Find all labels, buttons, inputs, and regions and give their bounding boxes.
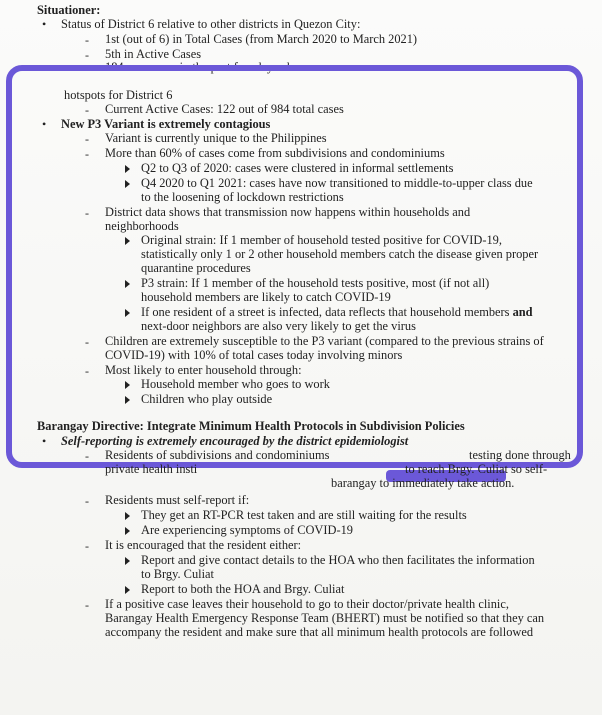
residents-line-2a: private health insti: [105, 462, 198, 476]
must-report: Residents must self-report if:: [105, 493, 250, 507]
self-reporting: Self-reporting is extremely encouraged by the district epidemiologist: [61, 434, 409, 448]
street-infection-2: next-door neighbors are also very likely to get the virus: [141, 319, 416, 333]
residents-line-1b: testing done through: [469, 448, 571, 462]
arrow-bullet-icon: [125, 180, 130, 188]
enter-work: Household member who goes to work: [141, 377, 330, 391]
hoa-report-2: to Brgy. Culiat: [141, 567, 214, 581]
status-intro: Status of District 6 relative to other districts in Quezon City:: [61, 17, 361, 31]
district-data-2: neighborhoods: [105, 219, 179, 233]
hoa-report-1: Report and give contact details to the HOA who then facilitates the information: [141, 553, 535, 567]
both-report: Report to both the HOA and Brgy. Culiat: [141, 582, 345, 596]
rtpcr-note: They get an RT-PCR test taken and are still waiting for the results: [141, 508, 467, 522]
bullet-dot: •: [42, 117, 47, 131]
street-emphasis: and: [512, 305, 533, 319]
dash-bullet: -: [85, 449, 89, 463]
original-strain-3: quarantine procedures: [141, 261, 251, 275]
dash-bullet: -: [85, 147, 89, 161]
variant-heading: New P3 Variant is extremely contagious: [61, 117, 271, 131]
dash-bullet: -: [85, 132, 89, 146]
symptoms-note: Are experiencing symptoms of COVID-19: [141, 523, 353, 537]
residents-line-3: barangay to immediately take action.: [331, 476, 515, 490]
bullet-dot: •: [42, 17, 47, 31]
bullet-dot: •: [42, 434, 47, 448]
enter-children: Children who play outside: [141, 392, 273, 406]
directive-heading: Barangay Directive: Integrate Minimum Health Protocols in Subdivision Policies: [37, 419, 465, 433]
new-cases: 184 new cases in the past few days alone: [105, 60, 309, 74]
arrow-bullet-icon: [125, 512, 130, 520]
dash-bullet: -: [85, 335, 89, 349]
positive-case-3: accompany the resident and make sure that all minimum health protocols are followed: [105, 625, 534, 639]
q4q1-note-1: Q4 2020 to Q1 2021: cases have now transitioned to middle-to-upper class due: [141, 176, 533, 190]
dash-bullet: -: [85, 494, 89, 508]
district-data-1: District data shows that transmission now happens within households and: [105, 205, 471, 219]
street-text: If one resident of a street is infected, data reflects that household members: [141, 305, 513, 319]
residents-line-1a: Residents of subdivisions and condominiums: [105, 448, 330, 462]
original-strain-2: statistically only 1 or 2 other household members catch the disease given proper: [141, 247, 539, 261]
dash-bullet: -: [85, 364, 89, 378]
arrow-bullet-icon: [125, 381, 130, 389]
rank-total: 1st (out of 6) in Total Cases (from March 2020 to March 2021): [105, 32, 418, 46]
likely-enter: Most likely to enter household through:: [105, 363, 302, 377]
dash-bullet: -: [85, 33, 89, 47]
arrow-bullet-icon: [125, 396, 130, 404]
arrow-bullet-icon: [125, 309, 130, 317]
dash-bullet: -: [85, 48, 89, 62]
positive-case-2: Barangay Health Emergency Response Team (BHERT) must be notified so that they can: [105, 611, 545, 625]
p3-strain-1: P3 strain: If 1 member of the household tests positive, most (if not all): [141, 276, 490, 290]
encouraged-note: It is encouraged that the resident either:: [105, 538, 302, 552]
variant-unique: Variant is currently unique to the Philippines: [105, 131, 327, 145]
residents-line-2b: to reach Brgy. Culiat so self-: [405, 462, 548, 476]
street-infection-1: [141, 305, 533, 319]
dash-bullet: -: [85, 598, 89, 612]
dash-bullet: -: [85, 206, 89, 220]
q2q3-note: Q2 to Q3 of 2020: cases were clustered in informal settlements: [141, 161, 454, 175]
dash-bullet: -: [85, 103, 89, 117]
variant-subdivisions: More than 60% of cases come from subdivisions and condominiums: [105, 146, 445, 160]
arrow-bullet-icon: [125, 237, 130, 245]
arrow-bullet-icon: [125, 280, 130, 288]
arrow-bullet-icon: [125, 165, 130, 173]
positive-case-1: If a positive case leaves their household to go to their doctor/private health clinic,: [105, 597, 509, 611]
dash-bullet: -: [85, 539, 89, 553]
rank-active: 5th in Active Cases: [105, 47, 202, 61]
arrow-bullet-icon: [125, 557, 130, 565]
p3-strain-2: household members are likely to catch COVID-19: [141, 290, 391, 304]
arrow-bullet-icon: [125, 586, 130, 594]
hotspots: hotspots for District 6: [64, 88, 173, 102]
children-note-1: Children are extremely susceptible to the P3 variant (compared to the previous strains of: [105, 334, 544, 348]
children-note-2: COVID-19) with 10% of total cases today involving minors: [105, 348, 403, 362]
arrow-bullet-icon: [125, 527, 130, 535]
situationer-heading: Situationer:: [37, 3, 101, 17]
q4q1-note-2: to the loosening of lockdown restrictions: [141, 190, 344, 204]
original-strain-1: Original strain: If 1 member of household tested positive for COVID-19,: [141, 233, 502, 247]
current-active: Current Active Cases: 122 out of 984 total cases: [105, 102, 344, 116]
